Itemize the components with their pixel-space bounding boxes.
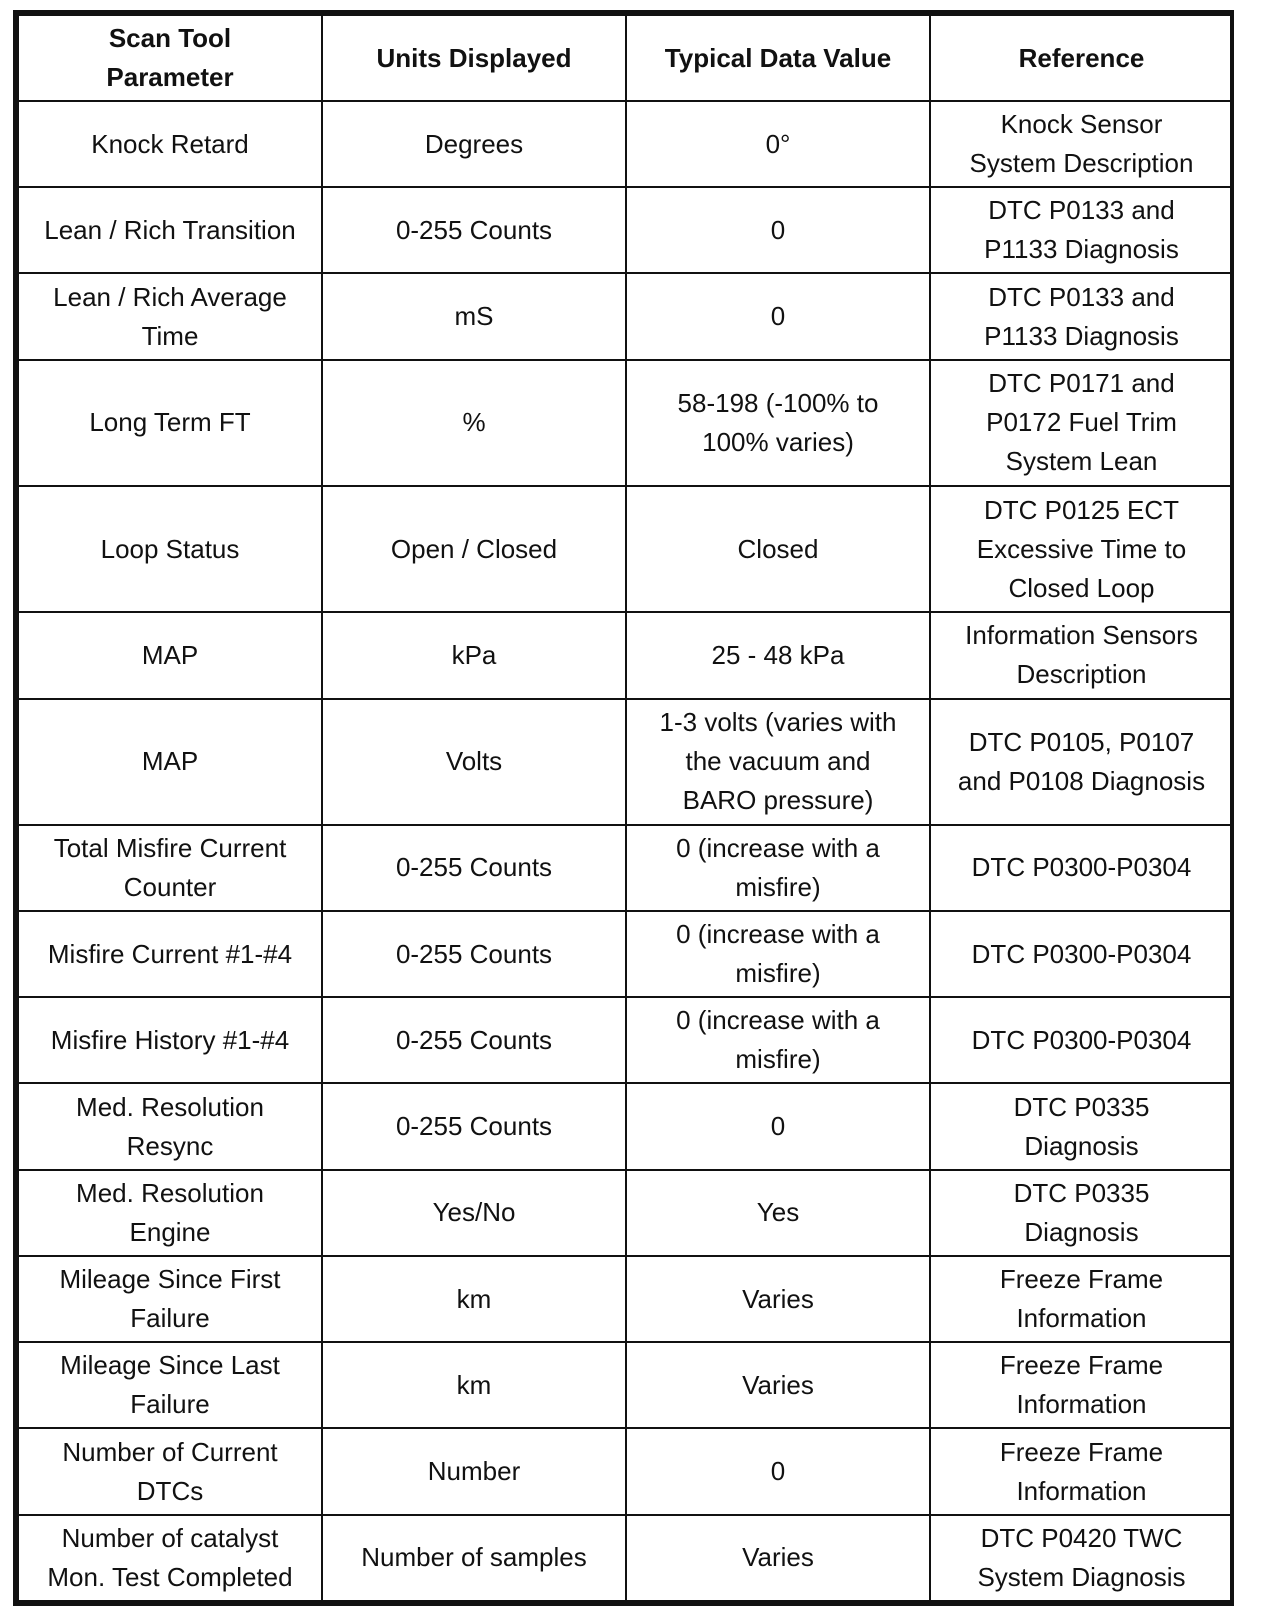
cell-reference: DTC P0300-P0304 <box>930 825 1233 911</box>
cell-parameter: Number of catalyst Mon. Test Completed <box>18 1515 322 1601</box>
table-header-row <box>18 15 1233 101</box>
cell-units: % <box>322 360 626 486</box>
header-units-displayed: Units Displayed <box>322 15 626 101</box>
cell-parameter: Total Misfire Current Counter <box>18 825 322 911</box>
cell-typical-value: 58-198 (-100% to 100% varies) <box>626 360 930 486</box>
cell-parameter: Long Term FT <box>18 360 322 486</box>
table-row <box>18 1342 1233 1428</box>
cell-reference: Knock Sensor System Description <box>930 101 1233 187</box>
cell-typical-value: Closed <box>626 486 930 612</box>
cell-typical-value: 25 - 48 kPa <box>626 612 930 698</box>
cell-typical-value: 0 (increase with a misfire) <box>626 911 930 997</box>
cell-typical-value: Varies <box>626 1515 930 1601</box>
cell-parameter: Loop Status <box>18 486 322 612</box>
cell-reference: Freeze Frame Information <box>930 1256 1233 1342</box>
cell-units: kPa <box>322 612 626 698</box>
cell-reference: DTC P0420 TWC System Diagnosis <box>930 1515 1233 1601</box>
table-row <box>18 101 1233 187</box>
cell-parameter: Med. Resolution Engine <box>18 1170 322 1256</box>
cell-reference: DTC P0105, P0107 and P0108 Diagnosis <box>930 699 1233 825</box>
table-row <box>18 1515 1233 1601</box>
cell-reference: DTC P0133 and P1133 Diagnosis <box>930 187 1233 273</box>
cell-typical-value: 0 <box>626 273 930 359</box>
scan-tool-data-table <box>17 14 1234 1602</box>
cell-units: mS <box>322 273 626 359</box>
table-row <box>18 1428 1233 1514</box>
cell-reference: Information Sensors Description <box>930 612 1233 698</box>
table-row <box>18 486 1233 612</box>
cell-parameter: Knock Retard <box>18 101 322 187</box>
header-typical-data-value: Typical Data Value <box>626 15 930 101</box>
cell-reference: DTC P0300-P0304 <box>930 911 1233 997</box>
cell-typical-value: Yes <box>626 1170 930 1256</box>
cell-reference: Freeze Frame Information <box>930 1428 1233 1514</box>
cell-units: 0-255 Counts <box>322 997 626 1083</box>
cell-reference: Freeze Frame Information <box>930 1342 1233 1428</box>
cell-units: Open / Closed <box>322 486 626 612</box>
cell-reference: DTC P0335 Diagnosis <box>930 1170 1233 1256</box>
table-row <box>18 1256 1233 1342</box>
cell-units: Volts <box>322 699 626 825</box>
cell-typical-value: 0 <box>626 187 930 273</box>
table-row <box>18 825 1233 911</box>
cell-units: 0-255 Counts <box>322 1083 626 1169</box>
cell-units: Number <box>322 1428 626 1514</box>
cell-parameter: MAP <box>18 699 322 825</box>
cell-typical-value: 1-3 volts (varies with the vacuum and BARO pressure) <box>626 699 930 825</box>
header-scan-tool-parameter: Scan Tool Parameter <box>18 15 322 101</box>
cell-parameter: Lean / Rich Average Time <box>18 273 322 359</box>
cell-parameter: MAP <box>18 612 322 698</box>
cell-typical-value: 0° <box>626 101 930 187</box>
cell-reference: DTC P0133 and P1133 Diagnosis <box>930 273 1233 359</box>
cell-units: 0-255 Counts <box>322 911 626 997</box>
cell-reference: DTC P0300-P0304 <box>930 997 1233 1083</box>
cell-units: 0-255 Counts <box>322 187 626 273</box>
cell-units: Number of samples <box>322 1515 626 1601</box>
cell-typical-value: 0 <box>626 1428 930 1514</box>
table-row <box>18 360 1233 486</box>
table-row <box>18 612 1233 698</box>
cell-units: km <box>322 1342 626 1428</box>
table-row <box>18 911 1233 997</box>
cell-reference: DTC P0125 ECT Excessive Time to Closed Loop <box>930 486 1233 612</box>
table-row <box>18 273 1233 359</box>
cell-units: Degrees <box>322 101 626 187</box>
cell-typical-value: 0 (increase with a misfire) <box>626 825 930 911</box>
cell-units: 0-255 Counts <box>322 825 626 911</box>
table-row <box>18 699 1233 825</box>
cell-reference: DTC P0335 Diagnosis <box>930 1083 1233 1169</box>
table-row <box>18 187 1233 273</box>
cell-reference: DTC P0171 and P0172 Fuel Trim System Lean <box>930 360 1233 486</box>
cell-parameter: Misfire History #1-#4 <box>18 997 322 1083</box>
table-row <box>18 997 1233 1083</box>
scan-tool-data-table-frame <box>13 10 1234 1606</box>
cell-typical-value: Varies <box>626 1256 930 1342</box>
table-row <box>18 1083 1233 1169</box>
cell-units: Yes/No <box>322 1170 626 1256</box>
cell-parameter: Mileage Since Last Failure <box>18 1342 322 1428</box>
cell-parameter: Misfire Current #1-#4 <box>18 911 322 997</box>
cell-parameter: Mileage Since First Failure <box>18 1256 322 1342</box>
header-reference: Reference <box>930 15 1233 101</box>
cell-parameter: Number of Current DTCs <box>18 1428 322 1514</box>
cell-typical-value: 0 <box>626 1083 930 1169</box>
table-row <box>18 1170 1233 1256</box>
cell-typical-value: Varies <box>626 1342 930 1428</box>
cell-parameter: Lean / Rich Transition <box>18 187 322 273</box>
cell-units: km <box>322 1256 626 1342</box>
cell-parameter: Med. Resolution Resync <box>18 1083 322 1169</box>
cell-typical-value: 0 (increase with a misfire) <box>626 997 930 1083</box>
